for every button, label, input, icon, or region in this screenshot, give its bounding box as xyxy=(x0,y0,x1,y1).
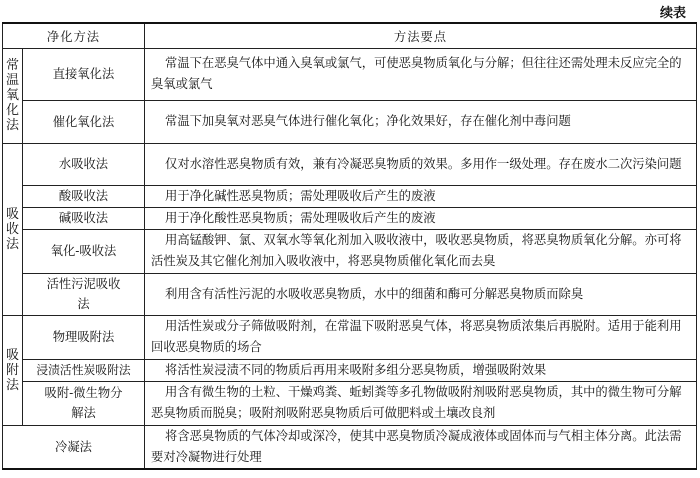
description-cell: 常温下在恶臭气体中通入臭氧或氯气，可使恶臭物质氧化与分解；但往往还需处理未反应完全的臭氧或氯气 xyxy=(145,48,697,100)
table-row xyxy=(3,315,697,359)
purification-methods-table xyxy=(2,22,697,470)
method-cell: 水吸收法 xyxy=(23,143,145,185)
description-cell: 用于净化碱性恶臭物质；需处理吸收后产生的废液 xyxy=(145,185,697,207)
table-row xyxy=(3,185,697,207)
table-row xyxy=(3,425,697,469)
method-cell: 酸吸收法 xyxy=(23,185,145,207)
category-label: 吸附法 xyxy=(6,347,20,393)
description-cell: 将活性炭浸渍不同的物质后再用来吸附多组分恶臭物质，增强吸附效果 xyxy=(145,359,697,381)
header-method: 净化方法 xyxy=(3,23,145,48)
table-row xyxy=(3,381,697,425)
description-cell: 用含有微生物的土粒、干燥鸡粪、蚯蚓粪等多孔物做吸附剂吸附恶臭物质，其中的微生物可分解恶臭物质而脱臭；吸附剂吸附恶臭物质后可做肥料或土壤改良剂 xyxy=(145,381,697,425)
table-row xyxy=(3,229,697,273)
table-header-row xyxy=(3,23,697,48)
table-row xyxy=(3,48,697,100)
table-row xyxy=(3,273,697,315)
description-cell: 用活性炭或分子筛做吸附剂，在常温下吸附恶臭气体，将恶臭物质浓集后再脱附。适用于能利用回收恶臭物质的场合 xyxy=(145,315,697,359)
method-cell: 冷凝法 xyxy=(3,425,145,469)
method-cell: 浸渍活性炭吸附法 xyxy=(23,359,145,381)
description-cell: 仅对水溶性恶臭物质有效，兼有冷凝恶臭物质的效果。多用作一级处理。存在废水二次污染问题 xyxy=(145,143,697,185)
description-cell: 用高锰酸钾、氯、双氧水等氧化剂加入吸收液中，吸收恶臭物质，将恶臭物质氧化分解。亦可将活性炭及其它催化剂加入吸收液中，将恶臭物质催化氧化而去臭 xyxy=(145,229,697,273)
table-row xyxy=(3,100,697,143)
description-cell: 常温下加臭氧对恶臭气体进行催化氧化；净化效果好，存在催化剂中毒问题 xyxy=(145,100,697,143)
method-cell: 直接氧化法 xyxy=(23,48,145,100)
description-cell: 将含恶臭物质的气体冷却或深冷，使其中恶臭物质冷凝成液体或固体而与气相主体分离。此法需要对冷凝物进行处理 xyxy=(145,425,697,469)
continued-label: 续表 xyxy=(659,6,686,21)
table-row xyxy=(3,359,697,381)
table-row xyxy=(3,143,697,185)
category-cell xyxy=(3,143,23,315)
category-cell xyxy=(3,315,23,425)
method-cell: 吸附-微生物分解法 xyxy=(23,381,145,425)
category-label: 吸收法 xyxy=(6,206,20,252)
description-cell: 利用含有活性污泥的水吸收恶臭物质，水中的细菌和酶可分解恶臭物质而除臭 xyxy=(145,273,697,315)
header-points: 方法要点 xyxy=(145,23,697,48)
method-cell: 活性污泥吸收法 xyxy=(23,273,145,315)
method-cell: 物理吸附法 xyxy=(23,315,145,359)
category-cell xyxy=(3,48,23,143)
category-label: 常温氧化法 xyxy=(6,58,20,133)
method-cell: 氧化-吸收法 xyxy=(23,229,145,273)
description-cell: 用于净化酸性恶臭物质；需处理吸收后产生的废液 xyxy=(145,207,697,229)
method-cell: 催化氧化法 xyxy=(23,100,145,143)
table-row xyxy=(3,207,697,229)
method-cell: 碱吸收法 xyxy=(23,207,145,229)
